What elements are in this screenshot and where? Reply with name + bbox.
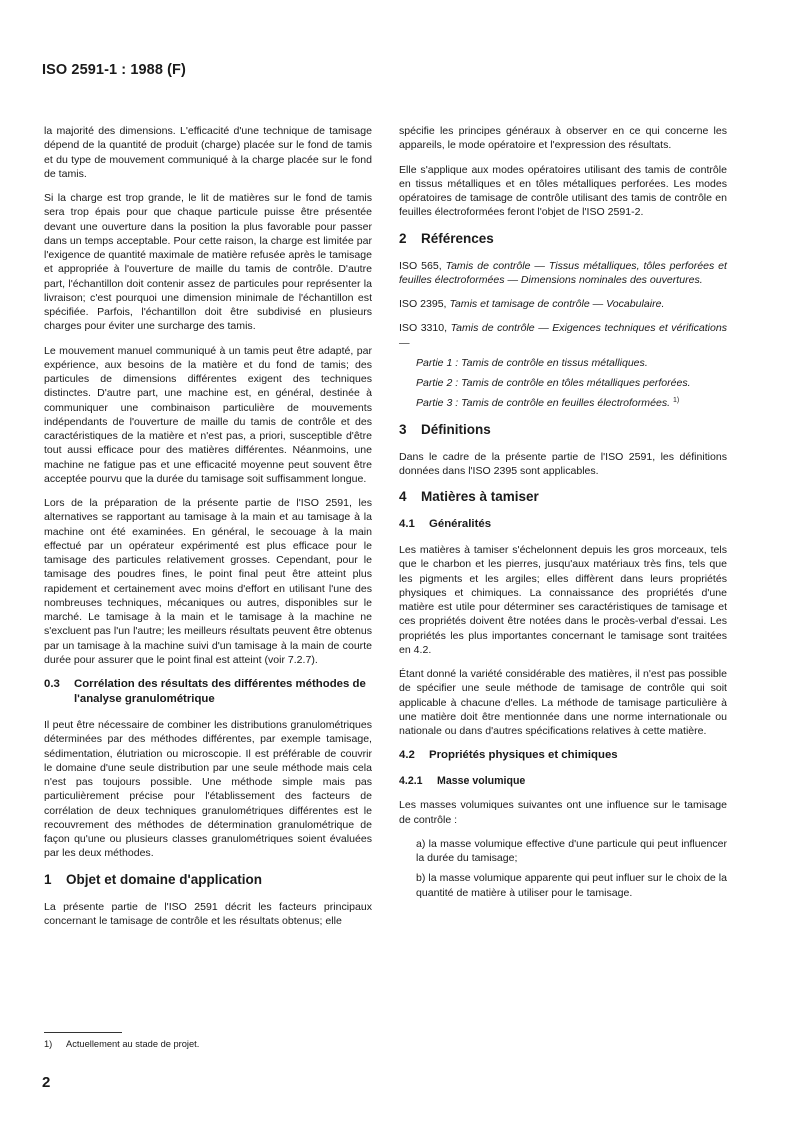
- reference-code: ISO 2395,: [399, 298, 447, 310]
- paragraph: Les matières à tamiser s'échelonnent depuis les gros morceaux, tels que le charbon et les pierres, jusqu'aux matériaux très fins, tels que les pigments et les argiles; elles diffèrent dans leurs propriétés physiques et chimiques. La connaissance des propriétés d'une matière est utile pour déterminer ses caractéristiques de tamisage et ces propriétés doivent être notées dans le procès-verbal d'essai. Les propriétés les plus importantes concernant le tamisage sont traitées en 4.2.: [399, 544, 727, 656]
- reference-part: Partie 3 : Tamis de contrôle en feuilles électroformées. $^{1)}$: [416, 397, 680, 410]
- section-number: 4.2: [399, 749, 415, 762]
- paragraph: Dans le cadre de la présente partie de l'ISO 2591, les définitions données dans l'ISO 2395 sont applicables.: [399, 450, 727, 477]
- section-title: Généralités: [429, 518, 492, 530]
- paragraph: Le mouvement manuel communiqué à un tamis peut être adapté, par expérience, aux besoins de la matière et du fond de tamis; des particules de dimensions différentes exigent des techniques distinctes. D'autre part, une machine est, en général, destinée à communiquer une combinaison particulière de mouvements indépendants de l'ouverture de maille du tamis de contrôle et des caractéristiques de la matière et n'est pas, a priori, susceptible d'être tout aussi efficace pour des matières différentes. Néanmoins, une machine ne fatigue pas et une efficacité moyenne peut souvent être acceptée pourvu que la durée du tamisage soit suffisamment longue.: [44, 344, 372, 485]
- reference-title: Tamis de contrôle — Exigences techniques et vérifications —: [399, 322, 727, 349]
- section-title: Définitions: [421, 421, 491, 437]
- section-heading-4: [399, 488, 727, 505]
- section-title: Matières à tamiser: [421, 489, 539, 504]
- section-title: Corrélation des résultats des différentes méthodes de l'analyse granulométrique: [74, 678, 366, 705]
- section-number: 2: [399, 230, 407, 246]
- section-number: 0.3: [44, 678, 60, 690]
- paragraph: Si la charge est trop grande, le lit de matières sur le fond de tamis sera trop épais pour que chaque particule puisse être présentée devant une ouverture dans la position la plus favorable pour passer dans un temps acceptable. Pour cette raison, la charge est limitée par l'exigence de quantité maximale de matière refusée après le tamisage et appropriée à l'ouverture de maille du tamis de contrôle. D'autre part, l'échantillon doit contenir assez de particules pour représenter la livraison; c'est pourquoi une dimension minimale de l'échantillon est spécifiée. Parfois, l'échantillon doit être subdivisé en plusieurs charges pour éviter une surcharge des tamis.: [44, 192, 372, 333]
- reference-part: Partie 1 : Tamis de contrôle en tissus métalliques.: [416, 356, 648, 369]
- section-heading-4-2-1: [399, 774, 727, 788]
- paragraph: la majorité des dimensions. L'efficacité d'une technique de tamisage dépend de la quantité de produit (charge) placée sur le fond de tamis et du type de mouvement communiqué à la charge placée sur le fond de tamis.: [44, 125, 372, 180]
- footnote-number: 1): [44, 1039, 53, 1049]
- reference-iso-3310: [399, 321, 727, 350]
- paragraph: La présente partie de l'ISO 2591 décrit les facteurs principaux concernant le tamisage de contrôle et les résultats obtenus; elle: [44, 900, 372, 927]
- list-item: a) la masse volumique effective d'une particule qui peut influencer la durée du tamisage;: [416, 837, 727, 864]
- reference-part: Partie 2 : Tamis de contrôle en tôles métalliques perforées.: [416, 377, 691, 389]
- reference-code: ISO 3310,: [399, 322, 448, 335]
- section-title: Propriétés physiques et chimiques: [429, 749, 618, 762]
- paragraph: Étant donné la variété considérable des matières, il n'est pas possible de spécifier une seule méthode de tamisage de contrôle qui soit applicable à chacune d'elles. La méthode de tamisage particulière à une matière doit être mentionnée dans une norme internationale ou nationale ou dans d'autres spécifications relatives à cette matière.: [399, 668, 727, 737]
- section-title: Objet et domaine d'application: [66, 871, 262, 887]
- section-heading-1: [44, 871, 372, 888]
- reference-title: Tamis et tamisage de contrôle — Vocabulaire.: [449, 298, 665, 310]
- section-number: 1: [44, 871, 52, 887]
- section-number: 4.1: [399, 518, 415, 530]
- paragraph: Il peut être nécessaire de combiner les distributions granulométriques déterminées par des méthodes différentes, par exemple tamisage, sédimentation, élutriation ou microscopie. Il est préférable de couvrir le domaine d'une seule distribution par une seule méthode mais cela n'est pas toujours possible. Une méthode simple mais pas particulièrement précise pour l'établissement des facteurs de corrélation de deux techniques granulométriques différentes est le recouvrement des méthodes de détermination granulométrique de façon qu'une ou plusieurs classes granulométriques soient évaluées par les deux méthodes.: [44, 719, 372, 860]
- section-number: 3: [399, 421, 407, 437]
- footnote-text: Actuellement au stade de projet.: [66, 1039, 200, 1049]
- list-item: b) la masse volumique apparente qui peut influer sur le choix de la quantité de matière à utiliser pour le tamisage.: [416, 872, 727, 899]
- section-heading-0-3: [44, 677, 372, 707]
- footnote-marker: 1): [672, 397, 680, 405]
- section-number: 4.2.1: [399, 775, 423, 788]
- footnote: [44, 1038, 199, 1050]
- section-number: 4: [399, 489, 407, 504]
- section-heading-2: [399, 230, 727, 247]
- paragraph: Lors de la préparation de la présente partie de l'ISO 2591, les alternatives se rapportant au tamisage à la main et au tamisage à la machine ont été examinées. En général, le secouage à la main effectué par un opérateur expérimenté est plus efficace pour le tamisage des particules relativement grosses. Cependant, pour le tamisage des poudres fines, le point final peut être atteint plus rapidement et certainement avec moins d'effort en utilisant l'une des nombreuses techniques, mécaniques ou autres, disponibles sur le marché. Le tamisage à la main et le tamisage à la machine ne s'excluent pas l'un l'autre; les meilleurs résultats peuvent être obtenus par un tamisage à la machine suivi d'un tamisage à la main de courte durée pour assurer que le point final est atteint (voir 7.2.7).: [44, 497, 372, 666]
- right-column: [399, 124, 727, 906]
- section-title: Références: [421, 230, 494, 246]
- paragraph: Elle s'applique aux modes opératoires utilisant des tamis de contrôle en tissus métalliques et en tôles métalliques perforées. Les modes opératoires de tamisage de contrôle utilisant des tamis de contrôle en feuilles électroformées feront l'objet de l'ISO 2591-2.: [399, 163, 727, 219]
- page-number: 2: [42, 1074, 51, 1091]
- left-column: [44, 124, 372, 938]
- section-heading-3: [399, 421, 727, 438]
- reference-title: Tamis de contrôle — Tissus métalliques, tôles perforées et feuilles électroformées — Dimensions nominales des ouvertures.: [399, 259, 727, 286]
- paragraph: Les masses volumiques suivantes ont une influence sur le tamisage de contrôle :: [399, 799, 727, 826]
- reference-code: ISO 565,: [399, 259, 442, 272]
- paragraph: spécifie les principes généraux à observer en ce qui concerne les appareils, le mode opératoire et l'expression des résultats.: [399, 125, 727, 152]
- document-header: ISO 2591-1 : 1988 (F): [42, 62, 186, 78]
- section-heading-4-2: [399, 748, 727, 763]
- reference-iso-2395: [399, 297, 727, 311]
- section-heading-4-1: [399, 517, 727, 532]
- reference-iso-565: [399, 259, 727, 288]
- section-title: Masse volumique: [437, 775, 526, 788]
- footnote-rule: [44, 1032, 122, 1033]
